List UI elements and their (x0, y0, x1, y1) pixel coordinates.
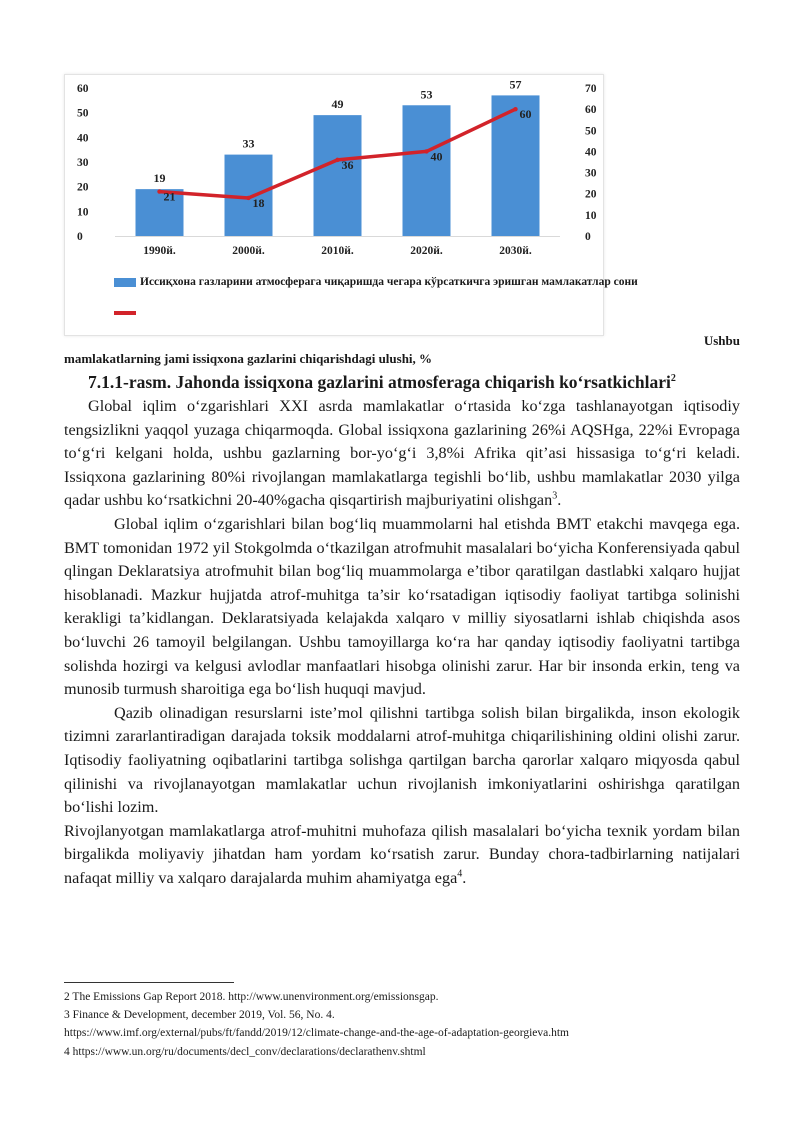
line-value-label: 40 (430, 149, 443, 164)
emissions-chart (64, 74, 604, 336)
left-axis-tick-label: 50 (77, 107, 89, 120)
left-axis-tick-label: 10 (77, 206, 89, 219)
right-axis-tick-label: 0 (585, 231, 591, 243)
caption-line-start: mamlakatlarning jami issiqxona gazlarini chiqarishdagi ulushi, % (64, 351, 433, 366)
left-axis-tick-label: 0 (77, 231, 83, 243)
right-axis-tick-label: 10 (585, 209, 597, 222)
figure-title-text: 7.1.1-rasm. Jahonda issiqxona gazlarini atmosferaga chiqarish ko‘rsatkichlari (88, 372, 671, 392)
right-axis-tick-label: 50 (585, 125, 597, 138)
bar (136, 189, 184, 236)
paragraph-1-text: Global iqlim o‘zgarishlari XXI asrda mamlakatlar o‘rtasida ko‘zga tashlanayotgan iqtisodiy tengsizlikni yaqqol yuzaga chiqarmoqda. Global issiqxona gazlarining 26%i AQSHga, 22%i Evropaga to‘g‘ri kelgani holda, ushbu gazlarning bor-yo‘g‘i 3,8%i Afrika qit’asi hissasiga to‘g‘ri keladi. Issiqxona gazlarining 80%i rivojlangan mamlakatlarga tegishli bo‘lib, ushbu mamlakatlar 2030 yilga qadar ushbu ko‘rsatkichni 20-40%gacha qisqartirish majburiyatini olishgan (64, 397, 740, 510)
right-axis-tick-label: 70 (585, 83, 597, 95)
line-point (246, 196, 250, 200)
chart-canvas (65, 75, 605, 337)
footnotes (64, 988, 754, 1061)
line-point (335, 158, 339, 162)
figure-title-footnote-ref: 2 (670, 373, 676, 385)
x-axis-tick-label: 2020й. (410, 245, 443, 257)
right-axis-tick-label: 20 (585, 188, 597, 201)
paragraph-1 (64, 395, 740, 513)
x-axis-tick-label: 2010й. (321, 245, 354, 257)
footnote-3: 3 Finance & Development, december 2019, Vol. 56, No. 4. (64, 1009, 335, 1022)
left-axis-tick-label: 20 (77, 181, 89, 194)
line-value-label: 60 (519, 107, 532, 122)
legend-swatch-line (114, 311, 136, 315)
left-axis-tick-label: 60 (77, 83, 89, 95)
paragraph-2: Global iqlim o‘zgarishlari bilan bog‘liq muammolarni hal etishda BMT etakchi mavqega ega. BMT tomonidan 1972 yil Stokgolmda o‘tkazilgan atrofmuhit masalalari bo‘yicha Konferensiyada qabul qlingan Deklaratsiya atrofmuhit bilan bog‘liq muammolarga e’tibor qaratilgan dastlabki xalqaro hujjat hisoblanadi. Mazkur hujjatda atrof-muhitga ta’sir ko‘rsatadigan iqtisodiy faoliyat tartibga solinishi kerakligi ta’kidlangan. Deklaratsiyada kelajakda xalqaro v milliy siyosatlarni ishlab chiqishda asos bo‘luvchi 26 tamoyil belgilangan. Ushbu tamoyillarga ko‘ra har qanday iqtisodiy faoliyatni tartibga solishda hozirgi va kelgusi avlodlar manfaatlari hisobga olinishi zarur. Har bir insonda erkin, teng va munosib turmush sharoitiga ega bo‘lish huquqi mavjud. (64, 514, 740, 699)
footnote-3-url: https://www.imf.org/external/pubs/ft/fandd/2019/12/climate-change-and-the-age-of-adaptation-georgieva.htm (64, 1027, 569, 1040)
bar-value-label: 57 (509, 77, 522, 92)
legend-bar-label: Иссиқхона газларини атмосферага чиқаришда чегара кўрсаткичга эришган мамлакатлар сони (140, 276, 638, 288)
bar-value-label: 53 (420, 87, 433, 102)
paragraph-4-end: . (462, 868, 467, 887)
left-axis-tick-label: 40 (77, 132, 89, 145)
bar-value-label: 33 (242, 136, 255, 151)
x-axis-tick-label: 2000й. (232, 245, 265, 257)
line-value-label: 18 (252, 195, 265, 210)
footnote-ref-4: 4 (457, 868, 463, 880)
paragraph-4-text: Rivojlanyotgan mamlakatlarga atrof-muhitni muhofaza qilish masalalari bo‘yicha texnik yordam bilan birgalikda moliyaviy jihatdan ham yordam ko‘rsatish zarur. Bunday chora-tadbirlarning natijalari nafaqat milliy va xalqaro darajalarda muhim ahamiyatga ega (64, 821, 740, 887)
footnote-divider (64, 982, 234, 983)
bar-value-label: 19 (153, 171, 166, 186)
right-axis-tick-label: 60 (585, 104, 597, 117)
body-text (64, 395, 740, 890)
paragraph-3: Qazib olinadigan resurslarni iste’mol qilishni tartibga solish bilan birgalikda, inson ekologik tizimni zararlantiradigan darajada toksik moddalarni atrof-muhitga chiqarilishining oldini olishi zarur. Iqtisodiy faoliyatning oqibatlarini tartibga solishga qartilgan barcha qarorlar xalqaro miqyosda qabul qilinishi va rivojlanayotgan mamlakatlar uchun rivojlanish imkoniyatlarini oshirishga qaratilgan bo‘lishi lozim. (64, 703, 740, 817)
left-axis-tick-label: 30 (77, 157, 89, 169)
footnote-2: 2 The Emissions Gap Report 2018. http://www.unenvironment.org/emissionsgap. (64, 991, 439, 1003)
paragraph-4 (64, 820, 740, 891)
caption-line-end: Ushbu (703, 333, 740, 348)
bar (314, 115, 362, 236)
bar (403, 105, 451, 236)
right-axis-tick-label: 40 (585, 146, 597, 159)
x-axis-tick-label: 2030й. (499, 245, 532, 257)
line-value-label: 21 (163, 189, 176, 204)
footnote-4: 4 https://www.un.org/ru/documents/decl_conv/declarations/declarathenv.shtml (64, 1045, 426, 1058)
legend-swatch-bar (114, 278, 136, 287)
bar-value-label: 49 (331, 97, 344, 112)
paragraph-1-end: . (557, 491, 562, 510)
line-point (513, 107, 517, 111)
right-axis-tick-label: 30 (585, 167, 597, 180)
line-value-label: 36 (341, 157, 354, 172)
footnote-ref-3: 3 (552, 490, 558, 502)
line-point (424, 149, 428, 153)
x-axis-tick-label: 1990й. (143, 245, 176, 257)
figure-title (88, 372, 738, 393)
line-point (157, 189, 161, 193)
